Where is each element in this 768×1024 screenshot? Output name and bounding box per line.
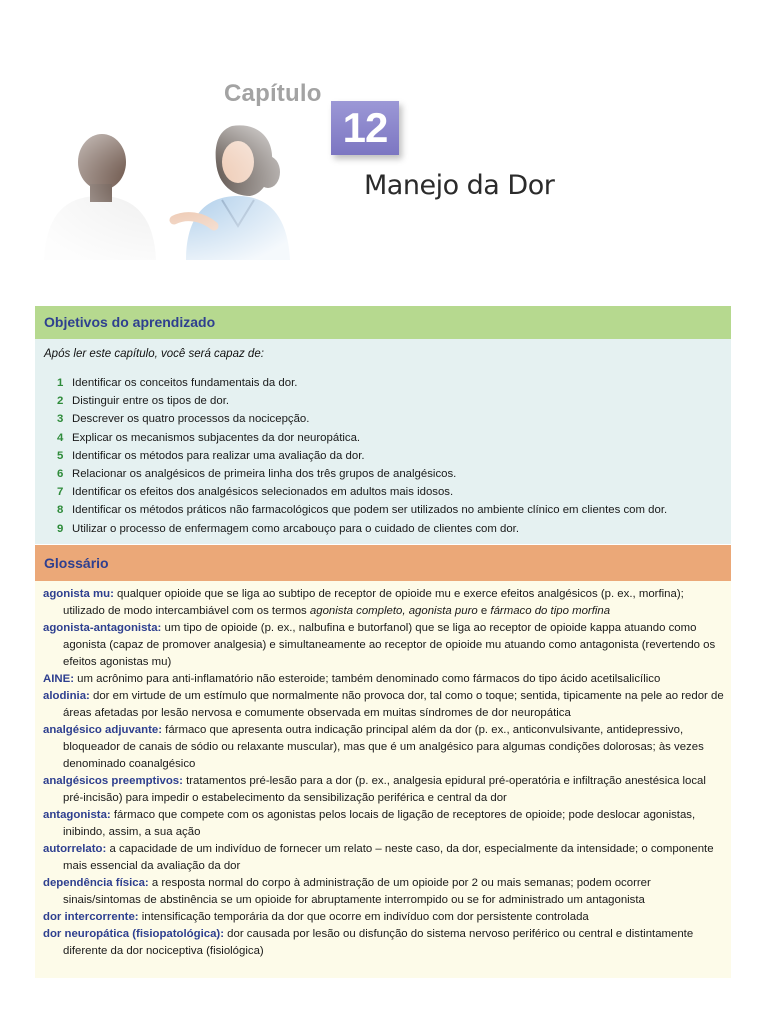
glossary-term: antagonista:: [43, 809, 111, 821]
objectives-intro: Após ler este capítulo, você será capaz de:: [44, 348, 264, 360]
glossary-definition-italic: agonista completo, agonista puro: [309, 605, 478, 617]
glossary-definition: fármaco que compete com os agonistas pelos locais de ligação de receptores de opioide; pode deslocar agonistas, inibindo, assim, a sua ação: [63, 809, 696, 838]
glossary-definition: tratamentos pré-lesão para a dor (p. ex., analgesia epidural pré-operatória e infiltração anestésica local pré-incisão) para impedir o estabelecimento da sensibilização periférica e central da dor: [63, 775, 706, 804]
chapter-number: 12: [342, 104, 388, 151]
glossary-entry: [43, 722, 727, 773]
objectives-list: [35, 374, 731, 538]
glossary-definition: a capacidade de um indivíduo de fornecer um relato – neste caso, da dor, especialmente da intensidade; o componente mais essencial da avaliação da dor: [63, 843, 714, 872]
objective-text: Identificar os métodos para realizar uma avaliação da dor.: [72, 449, 365, 462]
glossary-entry: [43, 586, 727, 620]
learning-objectives-box: [35, 306, 731, 544]
glossary-entry: [43, 926, 727, 960]
objective-number: 2: [57, 395, 64, 408]
objective-number: 8: [57, 504, 64, 517]
objective-number: 9: [57, 522, 64, 535]
glossary-definition: intensificação temporária da dor que ocorre em indivíduo com dor persistente controlada: [138, 911, 589, 923]
glossary-term: dor intercorrente:: [43, 911, 139, 923]
objective-item: [57, 465, 731, 483]
objective-number: 1: [57, 377, 64, 389]
glossary-definition: e: [477, 605, 491, 617]
glossary-term: alodinia:: [43, 690, 90, 702]
objective-item: [57, 410, 731, 428]
glossary-term: dor neuropática (fisiopatológica):: [43, 928, 224, 940]
glossary-term: AINE:: [43, 673, 75, 685]
objective-text: Utilizar o processo de enfermagem como arcabouço para o cuidado de clientes com dor.: [72, 522, 520, 535]
objective-number: 5: [57, 449, 64, 462]
glossary-title: Glossário: [35, 545, 731, 581]
glossary-entry: [43, 688, 727, 722]
glossary-definition: um acrônimo para anti-inflamatório não esteroide; também denominado como fármacos do tipo ácido acetilsalicílico: [74, 673, 661, 685]
chapter-number-box: [331, 101, 399, 155]
glossary-term: dependência física:: [43, 877, 149, 889]
glossary-entry: [43, 773, 727, 807]
glossary-list: [35, 581, 731, 960]
objective-text: Explicar os mecanismos subjacentes da dor neuropática.: [72, 431, 361, 444]
glossary-entry: [43, 671, 727, 688]
chapter-title: Manejo da Dor: [364, 170, 555, 201]
chapter-header: [0, 0, 768, 300]
objectives-title: Objetivos do aprendizado: [35, 306, 731, 339]
objective-item: [57, 374, 731, 392]
glossary-term: analgésico adjuvante:: [43, 724, 163, 736]
glossary-term: analgésicos preemptivos:: [43, 775, 183, 787]
chapter-label: Capítulo: [224, 80, 322, 107]
objective-number: 6: [57, 468, 64, 481]
objective-item: [57, 447, 731, 465]
glossary-term: agonista-antagonista:: [43, 622, 162, 634]
objective-item: [57, 429, 731, 447]
glossary-entry: [43, 841, 727, 875]
glossary-definition-italic: fármaco do tipo morfina: [490, 605, 611, 617]
objective-number: 4: [57, 431, 64, 444]
glossary-box: [35, 545, 731, 978]
objective-item: [57, 483, 731, 501]
objective-item: [57, 520, 731, 538]
objective-number: 7: [57, 486, 64, 499]
objective-text: Identificar os métodos práticos não farmacológicos que podem ser utilizados no ambiente clínico em clientes com dor.: [72, 504, 668, 517]
glossary-definition: qualquer opioide que se liga ao subtipo de receptor de opioide mu e exerce efeitos analgésicos (p. ex., morfina); utilizado de modo intercambiável com os termos: [63, 588, 684, 617]
objective-text: Identificar os efeitos dos analgésicos selecionados em adultos mais idosos.: [72, 486, 454, 499]
glossary-entry: [43, 875, 727, 909]
objective-item: [57, 392, 731, 410]
objective-text: Descrever os quatro processos da nocicepção.: [72, 413, 310, 426]
glossary-definition: a resposta normal do corpo à administração de um opioide por 2 ou mais semanas; podem ocorrer sinais/sintomas de abstinência se um opioide for abruptamente interrompido ou se for administrado um antagonista: [63, 877, 651, 906]
glossary-term: autorrelato:: [43, 843, 107, 855]
glossary-definition: um tipo de opioide (p. ex., nalbufina e butorfanol) que se liga ao receptor de opioide kappa atuando como agonista (capaz de promover analgesia) e simultaneamente ao receptor de opioide mu atuando como antagonista (revertendo os efeitos agonistas mu): [63, 622, 716, 668]
glossary-term: agonista mu:: [43, 588, 114, 600]
nurse-patient-photo: [36, 104, 298, 260]
objective-item: [57, 501, 731, 519]
objective-text: Relacionar os analgésicos de primeira linha dos três grupos de analgésicos.: [72, 468, 457, 481]
objective-text: Distinguir entre os tipos de dor.: [72, 395, 230, 408]
glossary-definition: fármaco que apresenta outra indicação principal além da dor (p. ex., anticonvulsivante, antidepressivo, bloqueador de canais de sódio ou relaxante muscular), mas que é um analgésico para algumas condições dolorosas; às vezes denominado coanalgésico: [63, 724, 704, 770]
objective-text: Identificar os conceitos fundamentais da dor.: [72, 377, 298, 389]
glossary-definition: dor em virtude de um estímulo que normalmente não provoca dor, tal como o toque; sentida, tipicamente na pele ao redor de áreas afetadas por lesão nervosa e comumente observada em muitas síndromes de dor neuropática: [63, 690, 724, 719]
glossary-definition: dor causada por lesão ou disfunção do sistema nervoso periférico ou central e distintamente diferente da dor nociceptiva (fisiológica): [63, 928, 694, 957]
objective-number: 3: [57, 413, 64, 426]
glossary-entry: [43, 807, 727, 841]
glossary-entry: [43, 909, 727, 926]
glossary-entry: [43, 620, 727, 671]
